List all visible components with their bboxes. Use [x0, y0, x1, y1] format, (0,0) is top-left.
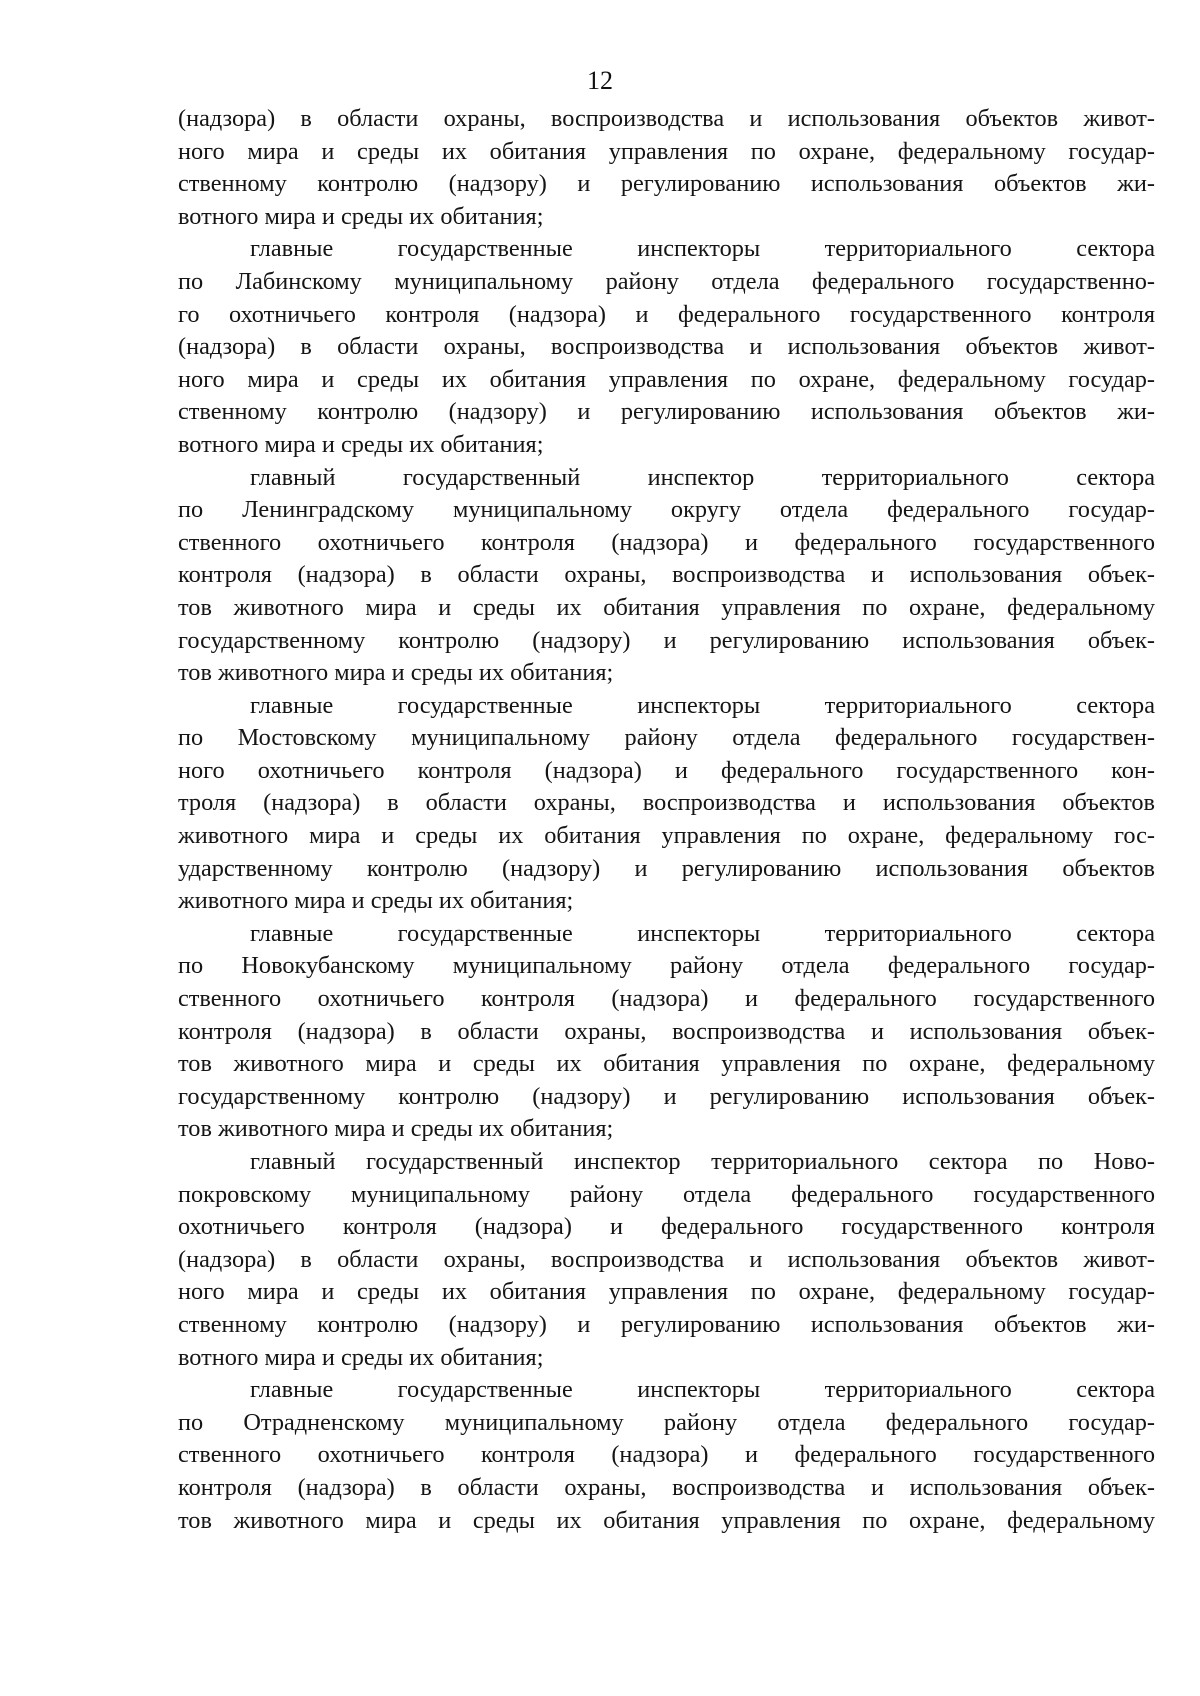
text-line: контроля (надзора) в области охраны, воспроизводства и использования объек-: [178, 1473, 1155, 1501]
paragraph-first-line: главный государственный инспектор территориального сектора: [250, 463, 1155, 491]
text-line: (надзора) в области охраны, воспроизводства и использования объектов живот-: [178, 333, 1155, 361]
text-line: контроля (надзора) в области охраны, воспроизводства и использования объек-: [178, 561, 1155, 589]
text-line: по Мостовскому муниципальному району отдела федерального государствен-: [178, 724, 1155, 752]
text-line: животного мира и среды их обитания управления по охране, федеральному гос-: [178, 822, 1155, 850]
text-line: вотного мира и среды их обитания;: [178, 1343, 544, 1371]
text-line: по Новокубанскому муниципальному району отдела федерального государ-: [178, 952, 1155, 980]
text-line: (надзора) в области охраны, воспроизводства и использования объектов живот-: [178, 1245, 1155, 1273]
text-line: го охотничьего контроля (надзора) и федерального государственного контроля: [178, 300, 1155, 328]
text-line: ственному контролю (надзору) и регулированию использования объектов жи-: [178, 1310, 1155, 1338]
text-line: троля (надзора) в области охраны, воспроизводства и использования объектов: [178, 789, 1155, 817]
paragraph-first-line: главные государственные инспекторы территориального сектора: [250, 691, 1155, 719]
text-line: покровскому муниципальному району отдела федерального государственного: [178, 1180, 1155, 1208]
text-line: охотничьего контроля (надзора) и федерального государственного контроля: [178, 1213, 1155, 1241]
text-line: ударственному контролю (надзору) и регулированию использования объектов: [178, 854, 1155, 882]
text-line: тов животного мира и среды их обитания управления по охране, федеральному: [178, 593, 1155, 621]
text-line: тов животного мира и среды их обитания;: [178, 659, 614, 687]
text-line: контроля (надзора) в области охраны, воспроизводства и использования объек-: [178, 1017, 1155, 1045]
text-line: (надзора) в области охраны, воспроизводства и использования объектов живот-: [178, 105, 1155, 132]
text-line: ственного охотничьего контроля (надзора) и федерального государственного: [178, 528, 1155, 556]
text-line: по Лабинскому муниципальному району отдела федерального государственно-: [178, 267, 1155, 295]
text-line: ственному контролю (надзору) и регулированию использования объектов жи-: [178, 398, 1155, 426]
text-line: государственному контролю (надзору) и регулированию использования объек-: [178, 626, 1155, 654]
text-line: ного мира и среды их обитания управления по охране, федеральному государ-: [178, 1278, 1155, 1306]
text-line: ственному контролю (надзору) и регулированию использования объектов жи-: [178, 170, 1155, 198]
page-number: 12: [587, 66, 613, 95]
text-line: вотного мира и среды их обитания;: [178, 202, 544, 230]
text-line: ного мира и среды их обитания управления по охране, федеральному государ-: [178, 137, 1155, 165]
text-line: животного мира и среды их обитания;: [178, 887, 574, 915]
text-line: ственного охотничьего контроля (надзора) и федерального государственного: [178, 985, 1155, 1013]
text-line: ного мира и среды их обитания управления по охране, федеральному государ-: [178, 365, 1155, 393]
text-line: по Отрадненскому муниципальному району отдела федерального государ-: [178, 1408, 1155, 1436]
paragraph-first-line: главные государственные инспекторы территориального сектора: [250, 919, 1155, 947]
document-body: [178, 103, 1155, 1537]
text-line: тов животного мира и среды их обитания управления по охране, федеральному: [178, 1050, 1155, 1078]
text-line: по Ленинградскому муниципальному округу отдела федерального государ-: [178, 496, 1155, 524]
text-line: тов животного мира и среды их обитания;: [178, 1115, 614, 1143]
text-line: тов животного мира и среды их обитания управления по охране, федеральному: [178, 1506, 1155, 1534]
text-line: вотного мира и среды их обитания;: [178, 430, 544, 458]
text-line: государственному контролю (надзору) и регулированию использования объек-: [178, 1082, 1155, 1110]
paragraph-first-line: главные государственные инспекторы территориального сектора: [250, 235, 1155, 263]
paragraph-first-line: главные государственные инспекторы территориального сектора: [250, 1376, 1155, 1404]
text-line: ного охотничьего контроля (надзора) и федерального государственного кон-: [178, 756, 1155, 784]
paragraph-first-line: главный государственный инспектор территориального сектора по Ново-: [250, 1148, 1155, 1175]
text-line: ственного охотничьего контроля (надзора) и федерального государственного: [178, 1441, 1155, 1469]
